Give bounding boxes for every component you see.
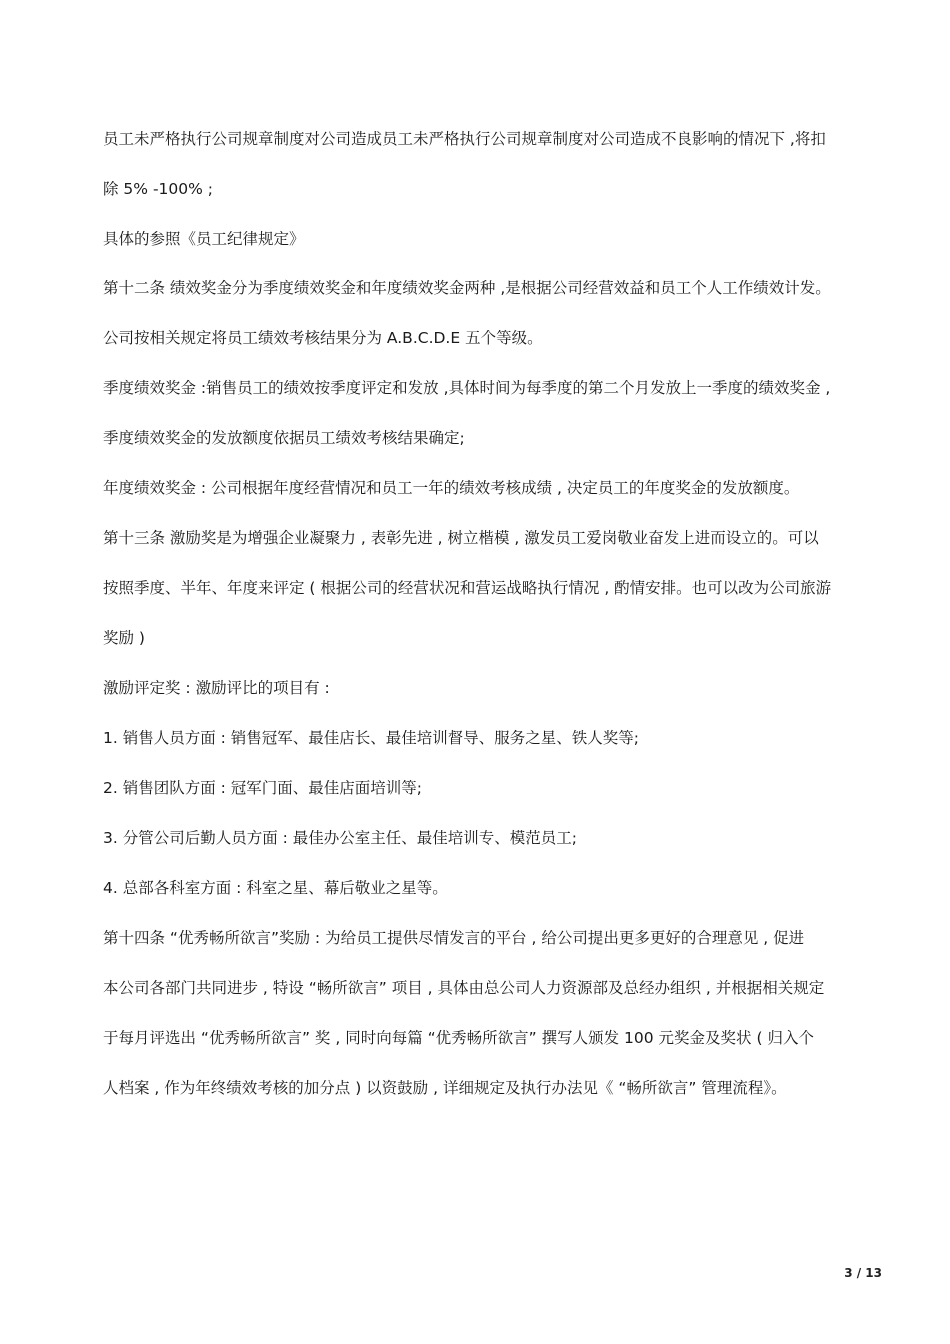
- text-line: 第十二条 绩效奖金分为季度绩效奖金和年度绩效奖金两种 ,是根据公司经营效益和员工个人工作绩效计发。: [103, 279, 831, 297]
- text-line: 员工未严格执行公司规章制度对公司造成员工未严格执行公司规章制度对公司造成不良影响的情况下 ,将扣: [103, 130, 826, 148]
- text-line: 除 5% -100% ;: [103, 180, 213, 198]
- page-number: 3 / 13: [844, 1266, 882, 1280]
- list-item: 1. 销售人员方面 : 销售冠军、最佳店长、最佳培训督导、服务之星、铁人奖等;: [103, 729, 640, 747]
- text-line: 人档案 , 作为年终绩效考核的加分点 ) 以资鼓励 , 详细规定及执行办法见《 “畅所欲言” 管理流程》。: [103, 1079, 787, 1097]
- list-item: 4. 总部各科室方面 : 科室之星、幕后敬业之星等。: [103, 879, 448, 897]
- text-line: 本公司各部门共同进步 , 特设 “畅所欲言” 项目 , 具体由总公司人力资源部及总经办组织 , 并根据相关规定: [103, 979, 825, 997]
- text-line: 奖励 ): [103, 629, 145, 647]
- text-line: 具体的参照《员工纪律规定》: [103, 230, 305, 248]
- text-line: 第十四条 “优秀畅所欲言”奖励 : 为给员工提供尽情发言的平台 , 给公司提出更多更好的合理意见 , 促进: [103, 929, 805, 947]
- list-item: 2. 销售团队方面 : 冠军门面、最佳店面培训等;: [103, 779, 423, 797]
- text-line: 季度绩效奖金的发放额度依据员工绩效考核结果确定;: [103, 429, 465, 447]
- text-line: 于每月评选出 “优秀畅所欲言” 奖 , 同时向每篇 “优秀畅所欲言” 撰写人颁发 100 元奖金及奖状 ( 归入个: [103, 1029, 814, 1047]
- text-line: 季度绩效奖金 :销售员工的绩效按季度评定和发放 ,具体时间为每季度的第二个月发放上一季度的绩效奖金 ,: [103, 379, 831, 397]
- text-line: 年度绩效奖金 : 公司根据年度经营情况和员工一年的绩效考核成绩 , 决定员工的年度奖金的发放额度。: [103, 479, 800, 497]
- text-line: 第十三条 激励奖是为增强企业凝聚力 , 表彰先进 , 树立楷模 , 激发员工爱岗敬业奋发上进而设立的。可以: [103, 529, 819, 547]
- text-line: 公司按相关规定将员工绩效考核结果分为 A.B.C.D.E 五个等级。: [103, 329, 543, 347]
- text-line: 激励评定奖 : 激励评比的项目有 :: [103, 679, 330, 697]
- text-line: 按照季度、半年、年度来评定 ( 根据公司的经营状况和营运战略执行情况 , 酌情安排。也可以改为公司旅游: [103, 579, 832, 597]
- list-item: 3. 分管公司后勤人员方面 : 最佳办公室主任、最佳培训专、模范员工;: [103, 829, 578, 847]
